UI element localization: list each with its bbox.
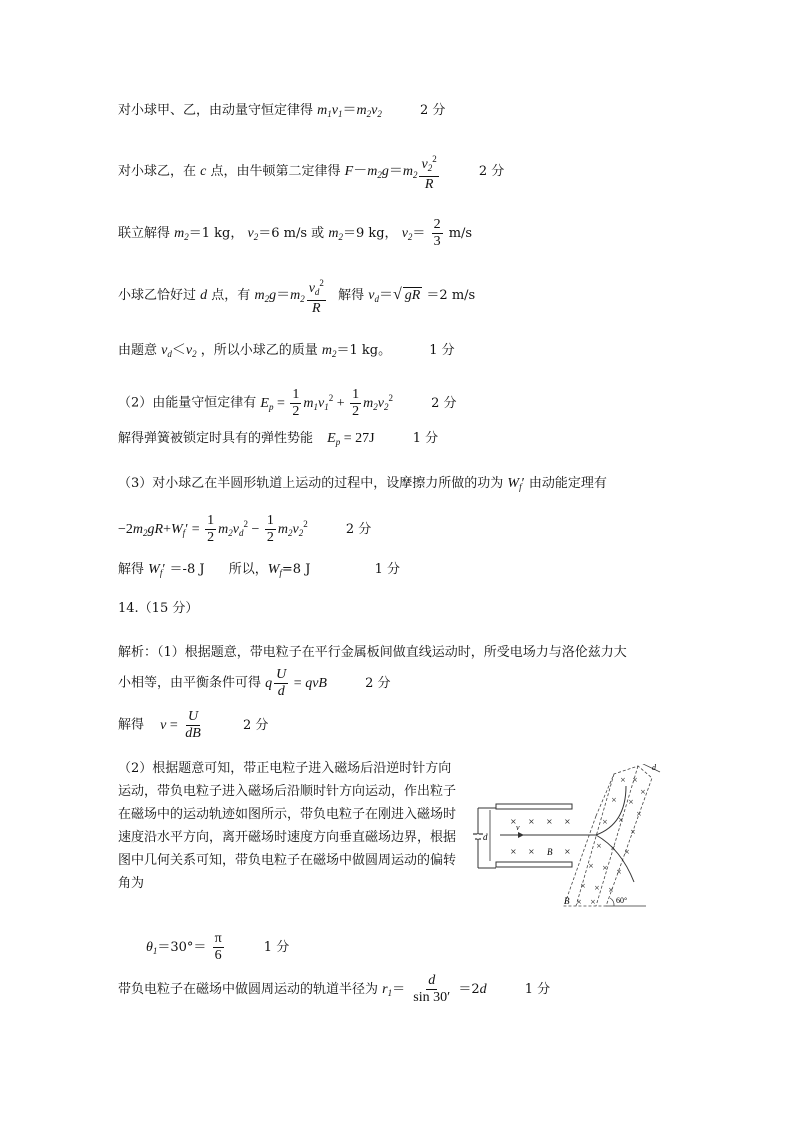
svg-text:×: × (602, 864, 608, 872)
svg-text:×: × (564, 817, 571, 826)
energy-equation: $E_p$ = $\frac{1}{2}$ $m_1v_1^2$ + $\frac{1}{2}$ $m_2v_2^2$ (260, 387, 393, 419)
plate-gap-label: d (483, 832, 488, 842)
svg-text:×: × (510, 817, 517, 826)
svg-text:×: × (546, 817, 553, 826)
svg-text:×: × (632, 776, 638, 784)
svg-text:×: × (630, 828, 636, 836)
score: 2 分 (419, 103, 446, 118)
newton-second-law-line: 对小球乙，在 c 点，由牛顿第二定律得 $F-m_2g=m_2$ $\frac{v_2^2}{R}$ 2 分 (118, 154, 505, 192)
friction-work-line: （3）对小球乙在半圆形轨道上运动的过程中，设摩擦力所做的功为 $W_f'$ 由动能定理有 (118, 476, 607, 492)
svg-text:×: × (628, 798, 634, 806)
kinetic-energy-theorem-line (118, 514, 371, 545)
energy-conservation-line: （2）由能量守恒定律有 $E_p$ = $\frac{1}{2}$ $m_1v_1^2$ + $\frac{1}{2}$ $m_2v_2^2$ 2 分 (118, 387, 457, 419)
analysis-part1-line: 解析：（1）根据题意，带电粒子在平行金属板间做直线运动时，所受电场力与洛伦兹力大 (118, 645, 627, 660)
svg-text:×: × (564, 847, 571, 856)
score: 1 分 (524, 982, 551, 997)
magnetic-field-diagram (456, 764, 686, 914)
svg-text:×: × (588, 862, 594, 870)
svg-text:×: × (580, 882, 586, 890)
score: 1 分 (374, 562, 400, 577)
score: 2 分 (478, 164, 505, 180)
velocity-equation: v = $\frac{U}{dB}$ (160, 709, 201, 741)
svg-text:×: × (624, 848, 630, 856)
angle-label: 60° (616, 896, 628, 905)
joint-solution-line: 联立解得 $m_2=1$ kg， $v_2=6$ m/s 或 $m_2=9$ kg， $v_2=$ $\frac{2}{3}$ m/s (118, 217, 473, 249)
svg-text:×: × (608, 886, 614, 894)
momentum-equation: $m_1v_1=m_2v_2$ (317, 103, 382, 119)
balance-equation: q $\frac{U}{d}$ = qvB (265, 667, 327, 699)
svg-text:×: × (590, 898, 596, 906)
radius-fraction: $\frac{d}{\sin 30'}$ (413, 973, 451, 1005)
gravity-equation: $m_2g=m_2$ $\frac{v_d^2}{R}$ (254, 278, 324, 316)
svg-text:×: × (594, 884, 600, 892)
svg-text:×: × (616, 868, 622, 876)
momentum-conservation-line: 对小球甲、乙，由动量守恒定律得 $m_1v_1=m_2v_2$ 2 分 (118, 103, 446, 119)
friction-result-line: 解得 $W_f' =-8$ J 所以，$W_f=8$ J 1 分 (118, 562, 400, 578)
analysis-part2-paragraph: （2）根据题意可知，带正电粒子进入磁场后沿逆时针方向运动，带负电粒子进入磁场后沿顺时针方向运动，作出粒子在磁场中的运动轨迹如图所示，带负电粒子在刚进入磁场时速度沿水平方向，离开磁场时速度方向垂直磁场边界，根据图中几何关系可知，带负电粒子在磁场中做圆周运动的偏转角为 (118, 761, 457, 891)
score: 2 分 (431, 395, 457, 411)
score: 2 分 (242, 717, 269, 733)
score: 1 分 (412, 431, 439, 446)
pi-over-six: $\frac{\pi}{6}$ (214, 931, 222, 963)
question-14-heading: 14.（15 分） (118, 601, 199, 616)
work-energy-equation: $-2m_2gR+W_f'$ = $\frac{1}{2}$ $m_2v_d^2$ − $\frac{1}{2}$ $m_2v_2^2$ (118, 513, 308, 545)
svg-text:×: × (610, 844, 616, 852)
svg-text:×: × (510, 847, 517, 856)
orbit-radius-line: 带负电粒子在磁场中做圆周运动的轨道半径为 $r_1=$ $\frac{d}{\sin 30'}$ ＝2d 1 分 (118, 973, 551, 1005)
score: 1 分 (263, 940, 290, 955)
svg-text:×: × (640, 788, 646, 796)
mass-conclusion-line: 由题意 $v_d<v_2$ ，所以小球乙的质量 $m_2=1$ kg。 1 分 (118, 343, 455, 359)
balance-condition-line: 小相等，由平衡条件可得 q $\frac{U}{d}$ = qvB 2 分 (118, 667, 391, 699)
svg-text:×: × (528, 847, 535, 856)
svg-text:×: × (611, 796, 617, 804)
velocity-solution-line: 解得 v = $\frac{U}{dB}$ 2 分 (118, 709, 269, 741)
fraction-two-thirds: $\frac{2}{3}$ (433, 217, 441, 249)
score: 2 分 (365, 675, 391, 691)
svg-text:×: × (620, 776, 626, 784)
velocity-label: v (516, 823, 520, 832)
score: 2 分 (345, 521, 372, 537)
newton-equation: $F-m_2g=m_2$ $\frac{v_2^2}{R}$ (344, 154, 437, 192)
svg-text:×: × (596, 842, 602, 850)
svg-text:×: × (602, 818, 608, 826)
score: 1 分 (429, 343, 455, 358)
band-width-label: d (652, 764, 656, 772)
svg-text:×: × (576, 898, 582, 906)
svg-text:×: × (618, 816, 624, 824)
point-d-line: 小球乙恰好过 d 点，有 $m_2g=m_2$ $\frac{v_d^2}{R}$ 解得 $v_d=√$ gR ＝2 m/s (118, 278, 476, 316)
field-label-low: B (564, 896, 570, 906)
deflection-angle-line: $\theta_1=30^\circ=$ $\frac{\pi}{6}$ 1 分 (146, 931, 290, 963)
elastic-energy-line: 解得弹簧被锁定时具有的弹性势能 $E_p = 27J$ 1 分 (118, 431, 439, 447)
svg-text:×: × (528, 817, 535, 826)
field-label-mid: B (547, 847, 553, 857)
svg-text:×: × (636, 810, 642, 818)
